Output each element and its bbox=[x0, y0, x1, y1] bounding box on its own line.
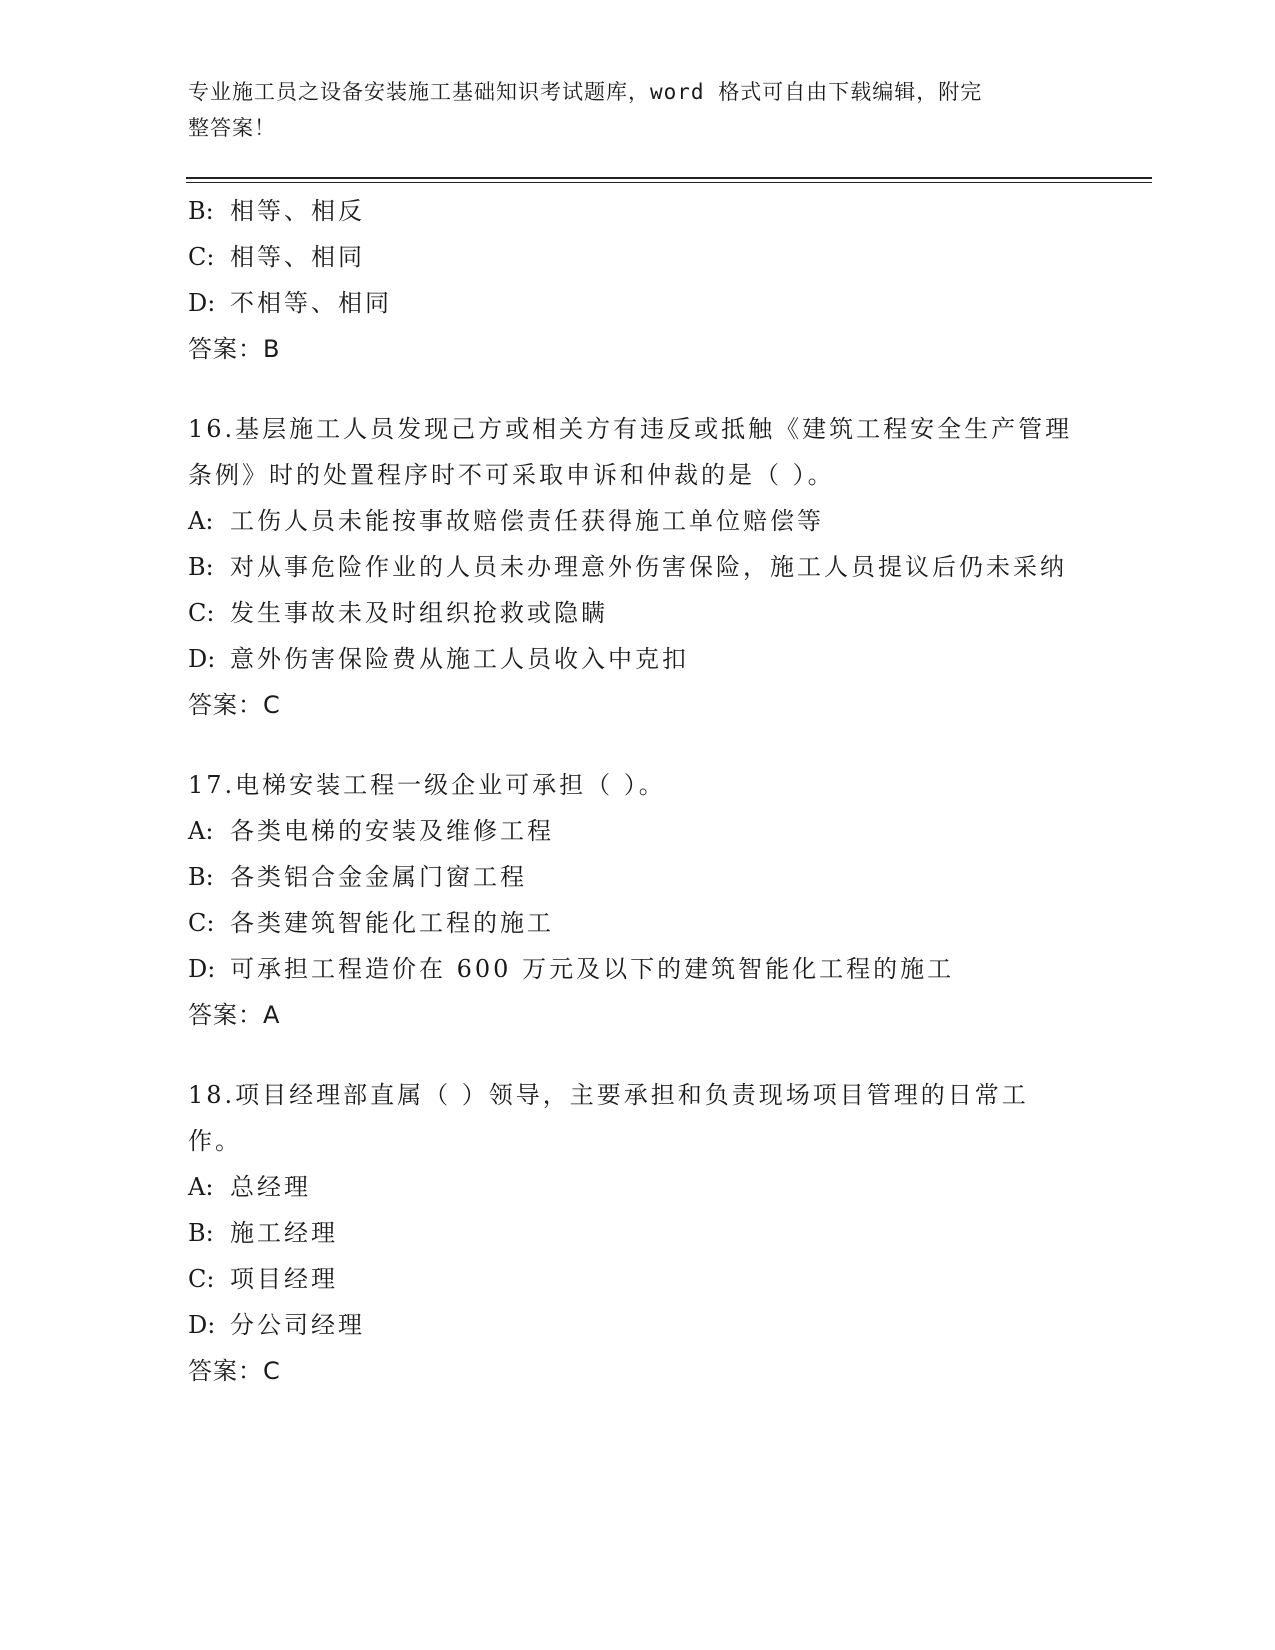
option-label: C: bbox=[188, 909, 215, 937]
question-text: 17.电梯安装工程一级企业可承担（ ）。 bbox=[188, 771, 666, 799]
option-label: C: bbox=[188, 599, 215, 627]
question-text: 18.项目经理部直属（ ）领导，主要承担和负责现场项目管理的日常工作。 bbox=[188, 1081, 1029, 1155]
option-text: 施工经理 bbox=[230, 1219, 338, 1247]
option-label: C: bbox=[188, 1265, 215, 1293]
option-text: 可承担工程造价在 600 万元及以下的建筑智能化工程的施工 bbox=[230, 955, 955, 983]
option-text: 项目经理 bbox=[230, 1265, 338, 1293]
question-text: 16.基层施工人员发现己方或相关方有违反或抵触《建筑工程安全生产管理条例》时的处置程序时不可采取申诉和仲裁的是（ ）。 bbox=[188, 415, 1073, 489]
header-title-line-2: 整答案！ bbox=[188, 116, 276, 140]
option-text: 各类电梯的安装及维修工程 bbox=[230, 817, 554, 845]
header-divider-thick bbox=[186, 177, 1152, 179]
option-d bbox=[188, 1302, 1078, 1348]
option-label: A: bbox=[188, 507, 214, 535]
option-label: D: bbox=[188, 289, 216, 317]
option-label: D: bbox=[188, 645, 216, 673]
option-c bbox=[188, 1256, 1078, 1302]
option-d bbox=[188, 636, 1078, 682]
option-label: A: bbox=[188, 817, 214, 845]
option-b bbox=[188, 1210, 1078, 1256]
option-text: 相等、相同 bbox=[230, 243, 365, 271]
option-d bbox=[188, 946, 1078, 992]
option-text: 各类建筑智能化工程的施工 bbox=[230, 909, 554, 937]
option-text: 工伤人员未能按事故赔偿责任获得施工单位赔偿等 bbox=[230, 507, 824, 535]
document-header bbox=[188, 74, 1068, 146]
option-text: 意外伤害保险费从施工人员收入中克扣 bbox=[230, 645, 689, 673]
option-a bbox=[188, 498, 1078, 544]
question-list bbox=[188, 188, 1088, 1428]
option-b bbox=[188, 188, 1088, 234]
option-label: A: bbox=[188, 1173, 214, 1201]
header-divider-thin bbox=[186, 182, 1152, 183]
option-label: B: bbox=[188, 553, 214, 581]
option-label: C: bbox=[188, 243, 215, 271]
option-b bbox=[188, 544, 1078, 590]
option-d bbox=[188, 280, 1088, 326]
option-text: 各类铝合金金属门窗工程 bbox=[230, 863, 527, 891]
answer-line: 答案：C bbox=[188, 691, 281, 719]
option-c bbox=[188, 590, 1078, 636]
option-c bbox=[188, 234, 1088, 280]
header-title-line-1: 专业施工员之设备安装施工基础知识考试题库，word 格式可自由下载编辑，附完 bbox=[188, 80, 983, 104]
option-text: 对从事危险作业的人员未办理意外伤害保险，施工人员提议后仍未采纳 bbox=[230, 553, 1067, 581]
option-label: B: bbox=[188, 197, 214, 225]
option-label: B: bbox=[188, 863, 214, 891]
question-17 bbox=[188, 762, 1088, 1038]
option-label: B: bbox=[188, 1219, 214, 1247]
answer-line: 答案：C bbox=[188, 1357, 281, 1385]
question-16 bbox=[188, 406, 1088, 728]
answer-line: 答案：A bbox=[188, 1001, 281, 1029]
option-text: 分公司经理 bbox=[230, 1311, 365, 1339]
option-text: 总经理 bbox=[230, 1173, 311, 1201]
option-text: 发生事故未及时组织抢救或隐瞒 bbox=[230, 599, 608, 627]
option-c bbox=[188, 900, 1078, 946]
option-label: D: bbox=[188, 1311, 216, 1339]
option-text: 相等、相反 bbox=[230, 197, 365, 225]
option-a bbox=[188, 1164, 1078, 1210]
option-b bbox=[188, 854, 1078, 900]
option-label: D: bbox=[188, 955, 216, 983]
question-15-continued bbox=[188, 188, 1088, 372]
answer-line: 答案：B bbox=[188, 335, 281, 363]
option-a bbox=[188, 808, 1078, 854]
option-text: 不相等、相同 bbox=[230, 289, 392, 317]
question-18 bbox=[188, 1072, 1088, 1394]
